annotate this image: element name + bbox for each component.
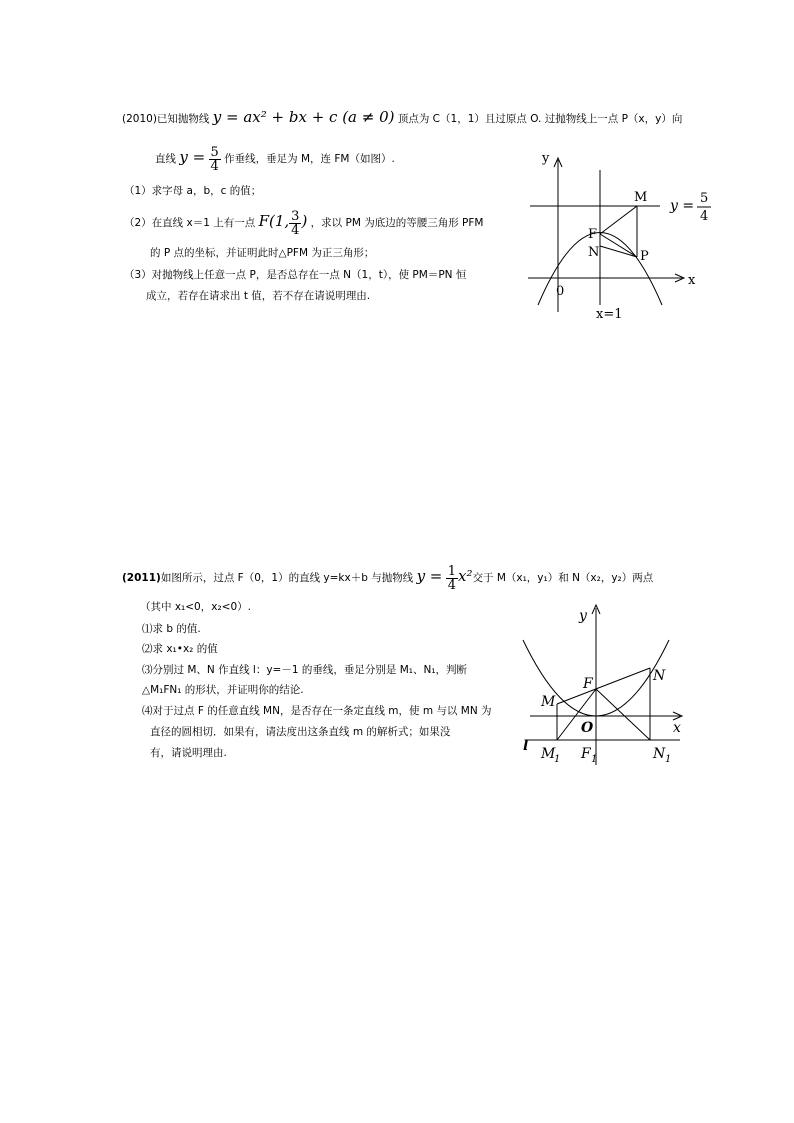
p2-chord-MN	[557, 668, 650, 704]
p1-fig-label-O: 0	[556, 284, 565, 299]
p2-segment-FN1	[596, 689, 650, 740]
p1-question-3-line1: （3）对抛物线上任意一点 P，是否总存在一点 N（1，t），使 PM＝PN 恒	[124, 269, 467, 281]
p2-question-2: ⑵求 x₁•x₂ 的值	[142, 643, 218, 655]
p1-question-2-line1: （2）在直线 x＝1 上有一点 F(1, $\frac{3}{4}$ ) ，求以 PM 为底边的等腰三角形 PFM	[124, 208, 484, 238]
p1-year: (2010)	[122, 113, 157, 125]
p1-fig-label-N: N	[588, 245, 600, 260]
p1-question-1: （1）求字母 a，b，c 的值；	[124, 185, 262, 197]
p2-fig-label-y: y	[579, 608, 587, 624]
p2-fig-label-M1: M	[541, 746, 556, 762]
p1-fig-label-x: x	[688, 273, 696, 288]
p2-fig-label-M1-sub: 1	[554, 754, 561, 765]
p1-line2-y: y =	[179, 148, 206, 166]
p2-figure	[515, 600, 695, 770]
p2-fig-label-x: x	[673, 720, 681, 736]
p2-line1-fraction: $\frac{1}{4}$	[447, 563, 456, 593]
p2-fig-label-l: l	[523, 738, 529, 754]
p1-fig-label-x1: x=1	[596, 307, 623, 322]
p2-fig-label-O: O	[581, 720, 594, 736]
p2-question-1: ⑴求 b 的值.	[142, 623, 201, 635]
p2-fig-label-N1-sub: 1	[665, 754, 672, 765]
p1-parabola-equation: y = ax² + bx + c (a ≠ 0)	[212, 108, 395, 126]
p2-question-3-line1: ⑶分别过 M、N 作直线 l：y=－1 的垂线，垂足分别是 M₁、N₁，判断	[142, 664, 468, 676]
p1-fig-eq-den: 4	[700, 209, 709, 224]
p1-figure	[520, 140, 720, 325]
p2-fig-label-N: N	[653, 668, 666, 684]
p2-line1-y: y =	[416, 567, 443, 585]
p2-fig-label-N1: N	[653, 746, 666, 762]
p1-line1	[122, 110, 682, 126]
p1-fig-label-M: M	[634, 190, 648, 205]
p2-question-4-line2: 直径的圆相切．如果有，请法度出这条直线 m 的解析式；如果没	[150, 726, 451, 738]
p2-line1: (2011)如图所示，过点 F（0，1）的直线 y=kx＋b 与抛物线 y = $\frac{1}{4}$ x²交于 M（x₁，y₁）和 N（x₂，y₂）两点	[122, 563, 654, 593]
p1-question-3-line2: 成立，若存在请求出 t 值，若不存在请说明理由.	[146, 290, 371, 302]
p2-question-4-line1: ⑷对于过点 F 的任意直线 MN，是否存在一条定直线 m，使 m 与以 MN 为	[142, 705, 492, 717]
p1-fig-label-P: P	[640, 249, 649, 264]
p1-line2	[155, 142, 395, 172]
p2-question-3-line2: △M₁FN₁ 的形状，并证明你的结论.	[142, 684, 304, 696]
p2-line2: （其中 x₁<0，x₂<0）.	[140, 601, 251, 613]
p2-fig-label-F1: F	[581, 746, 591, 762]
p2-fig-label-F: F	[583, 676, 593, 692]
p1-fig-eq-num: 5	[700, 191, 709, 206]
p2-question-4-line3: 有，请说明理由.	[150, 747, 227, 759]
p1-line2-text-b: 作垂线，垂足为 M，连 FM（如图）.	[224, 153, 395, 165]
p1-fig-eq-y: y =	[670, 198, 695, 214]
p1-line2-fraction: $\frac{5}{4}$	[210, 144, 219, 174]
p1-fig-label-y: y	[542, 151, 550, 166]
p1-line2-text-a: 直线	[155, 153, 176, 165]
p1-segment-FP	[600, 234, 637, 257]
p1-point-F: F(1,	[258, 212, 290, 230]
p2-year: (2011)	[122, 572, 161, 584]
p2-fig-label-M: M	[541, 694, 556, 710]
p1-line1-text-a: 已知抛物线	[156, 113, 210, 125]
p1-question-2-line2: 的 P 点的坐标，并证明此时△PFM 为正三角形；	[150, 247, 375, 259]
p1-q2-fraction: $\frac{3}{4}$	[291, 208, 300, 238]
p1-fig-label-F: F	[588, 227, 598, 242]
p1-line1-text-b: 顶点为 C（1，1）且过原点 O. 过抛物线上一点 P（x，y）向	[397, 113, 683, 125]
p1-segment-FM	[600, 206, 637, 234]
p2-fig-label-F1-sub: 1	[591, 754, 598, 765]
